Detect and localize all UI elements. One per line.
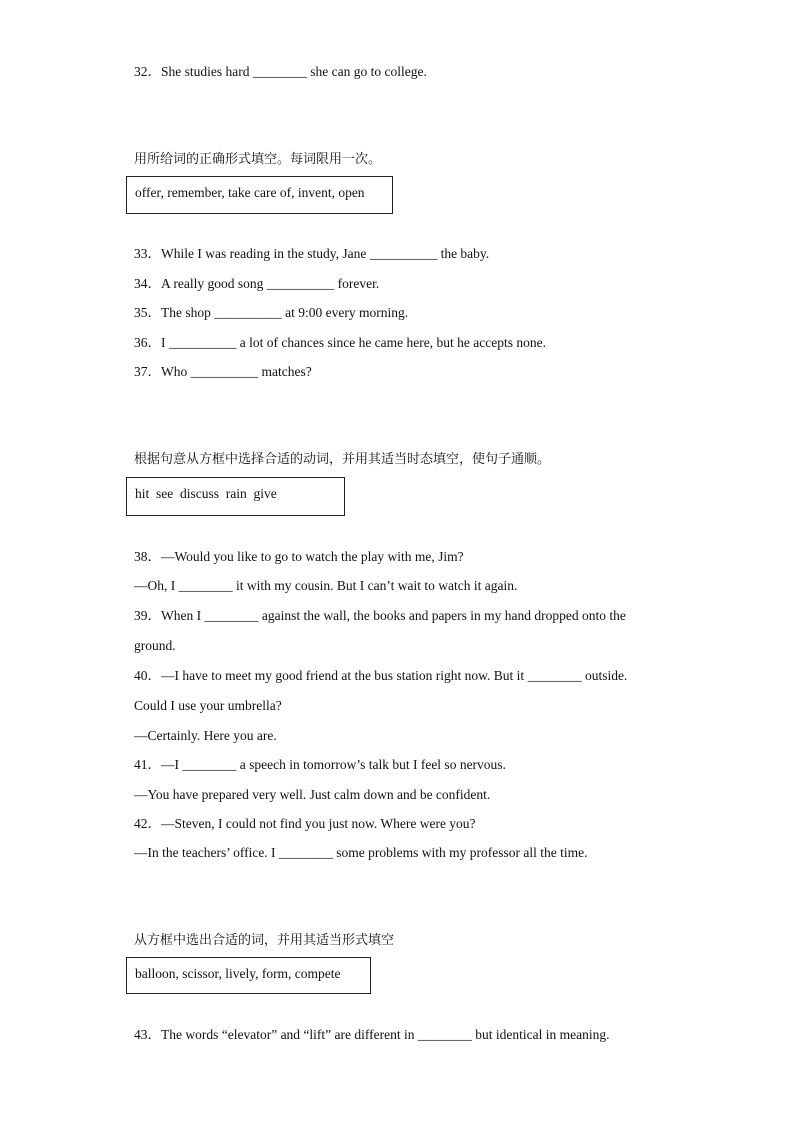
section-3-word-box [126, 477, 345, 516]
section-3-instruction: 根据句意从方框中选择合适的动词，并用其适当时态填空，使句子通顺。 [134, 452, 551, 467]
question-40-reply: —Certainly. Here you are. [134, 728, 277, 743]
question-38: 38．—Would you like to go to watch the play with me, Jim? [134, 549, 464, 564]
question-32: 32．She studies hard ________ she can go to college. [134, 64, 427, 79]
question-39-cont: ground. [134, 638, 176, 653]
question-40: 40．—I have to meet my good friend at the bus station right now. But it ________ outside. [134, 668, 628, 683]
question-41-reply: —You have prepared very well. Just calm down and be confident. [134, 787, 491, 802]
question-42: 42．—Steven, I could not find you just now. Where were you? [134, 816, 476, 831]
question-35: 35．The shop __________ at 9:00 every morning. [134, 305, 409, 320]
section-2-word-list: offer, remember, take care of, invent, open [135, 185, 365, 200]
section-4-word-box [126, 957, 371, 994]
question-38-reply: —Oh, I ________ it with my cousin. But I can’t wait to watch it again. [134, 578, 518, 593]
section-4-word-list: balloon, scissor, lively, form, compete [135, 966, 341, 981]
section-4-instruction: 从方框中选出合适的词，并用其适当形式填空 [134, 933, 395, 948]
question-42-reply: —In the teachers’ office. I ________ some problems with my professor all the time. [134, 845, 588, 860]
question-43: 43．The words “elevator” and “lift” are different in ________ but identical in meaning. [134, 1027, 610, 1042]
question-39: 39．When I ________ against the wall, the books and papers in my hand dropped onto the [134, 608, 626, 623]
question-41: 41．—I ________ a speech in tomorrow’s talk but I feel so nervous. [134, 757, 506, 772]
question-40-cont: Could I use your umbrella? [134, 698, 282, 713]
question-33: 33．While I was reading in the study, Jane __________ the baby. [134, 246, 490, 261]
section-2-word-box [126, 176, 393, 214]
question-34: 34．A really good song __________ forever. [134, 276, 380, 291]
section-2-instruction: 用所给词的正确形式填空。每词限用一次。 [134, 152, 382, 167]
question-37: 37．Who __________ matches? [134, 364, 312, 379]
question-36: 36．I __________ a lot of chances since he came here, but he accepts none. [134, 335, 546, 350]
section-3-word-list: hit see discuss rain give [135, 486, 277, 501]
